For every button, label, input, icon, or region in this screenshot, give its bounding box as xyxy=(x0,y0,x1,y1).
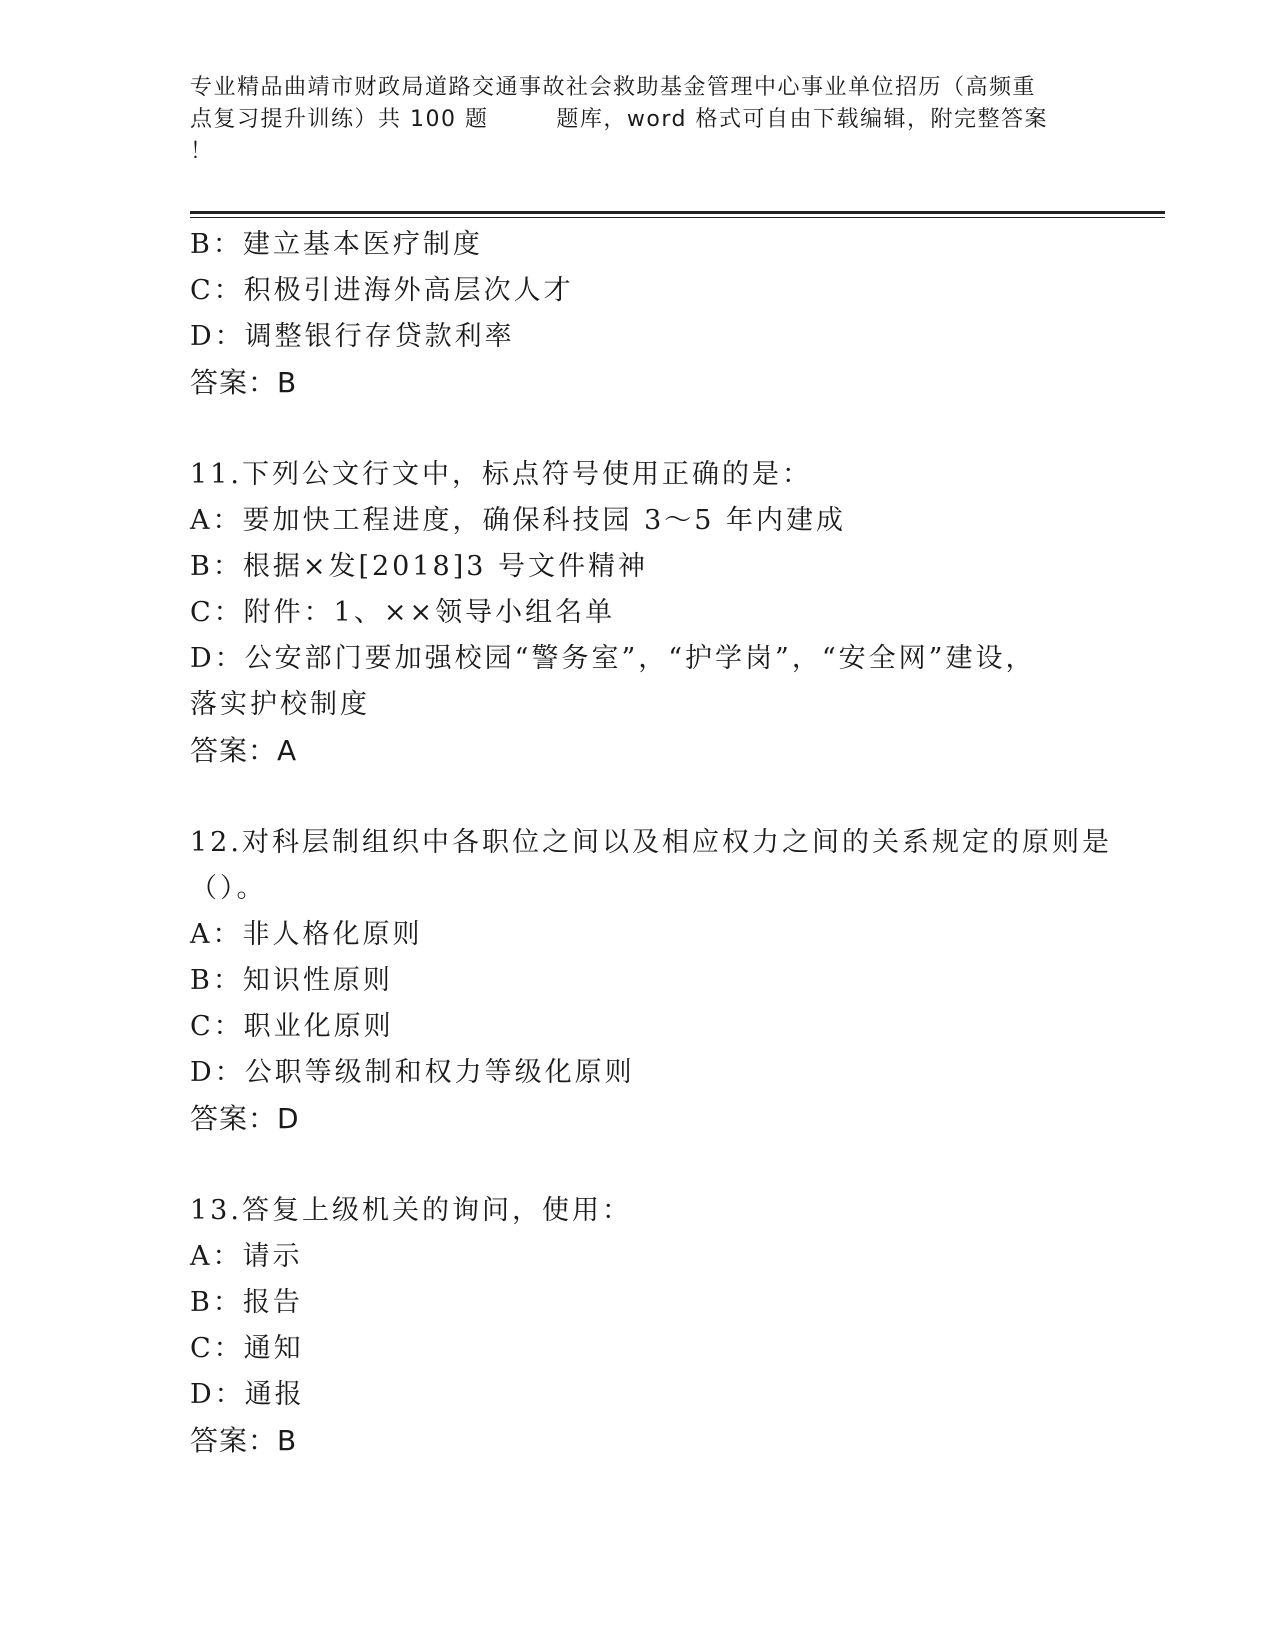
spacer xyxy=(190,1142,1090,1188)
spacer xyxy=(190,406,1090,452)
question-11-option-a: A：要加快工程进度，确保科技园 3～5 年内建成 xyxy=(190,505,847,536)
question-11-option-d: D：公安部门要加强校园“警务室”，“护学岗”，“安全网”建设， xyxy=(190,643,1036,674)
question-12-answer: 答案：D xyxy=(190,1102,300,1135)
question-12-option-a: A：非人格化原则 xyxy=(190,919,423,950)
question-10-option-b: B：建立基本医疗制度 xyxy=(190,229,483,260)
question-11-option-d-continued: 落实护校制度 xyxy=(190,689,370,720)
question-11-block xyxy=(190,452,1090,774)
question-11-option-b: B：根据×发[2018]3 号文件精神 xyxy=(190,551,649,582)
question-13-option-c: C：通知 xyxy=(190,1333,304,1364)
question-11-text: 11.下列公文行文中，标点符号使用正确的是： xyxy=(190,459,812,490)
question-10-option-c: C：积极引进海外高层次人才 xyxy=(190,275,574,306)
header-title-line-2: 点复习提升训练）共 100 题 题库，word 格式可自由下载编辑，附完整答案 xyxy=(190,107,1048,132)
document-header xyxy=(190,72,1090,168)
question-11-answer: 答案：A xyxy=(190,734,298,767)
question-13-text: 13.答复上级机关的询问，使用： xyxy=(190,1195,632,1226)
header-title-line-3: ！ xyxy=(190,139,214,164)
question-13-block xyxy=(190,1188,1090,1464)
question-11-option-c: C：附件：1、××领导小组名单 xyxy=(190,597,616,628)
question-12-option-b: B：知识性原则 xyxy=(190,965,393,996)
header-divider-thick xyxy=(190,211,1165,214)
question-13-option-a: A：请示 xyxy=(190,1241,303,1272)
header-divider-thin xyxy=(190,217,1165,218)
spacer xyxy=(190,774,1090,820)
question-list xyxy=(190,222,1112,1464)
question-13-option-d: D：通报 xyxy=(190,1379,305,1410)
question-12-text-continued: （）。 xyxy=(190,873,267,904)
question-13-option-b: B：报告 xyxy=(190,1287,303,1318)
question-10-block xyxy=(190,222,1090,406)
question-12-block xyxy=(190,820,1112,1142)
question-12-option-d: D：公职等级制和权力等级化原则 xyxy=(190,1057,635,1088)
question-10-answer: 答案：B xyxy=(190,366,298,399)
question-10-option-d: D：调整银行存贷款利率 xyxy=(190,321,515,352)
header-title-line-1: 专业精品曲靖市财政局道路交通事故社会救助基金管理中心事业单位招历（高频重 xyxy=(190,75,1037,100)
question-12-text: 12.对科层制组织中各职位之间以及相应权力之间的关系规定的原则是 xyxy=(190,827,1112,858)
question-12-option-c: C：职业化原则 xyxy=(190,1011,394,1042)
question-13-answer: 答案：B xyxy=(190,1424,298,1457)
